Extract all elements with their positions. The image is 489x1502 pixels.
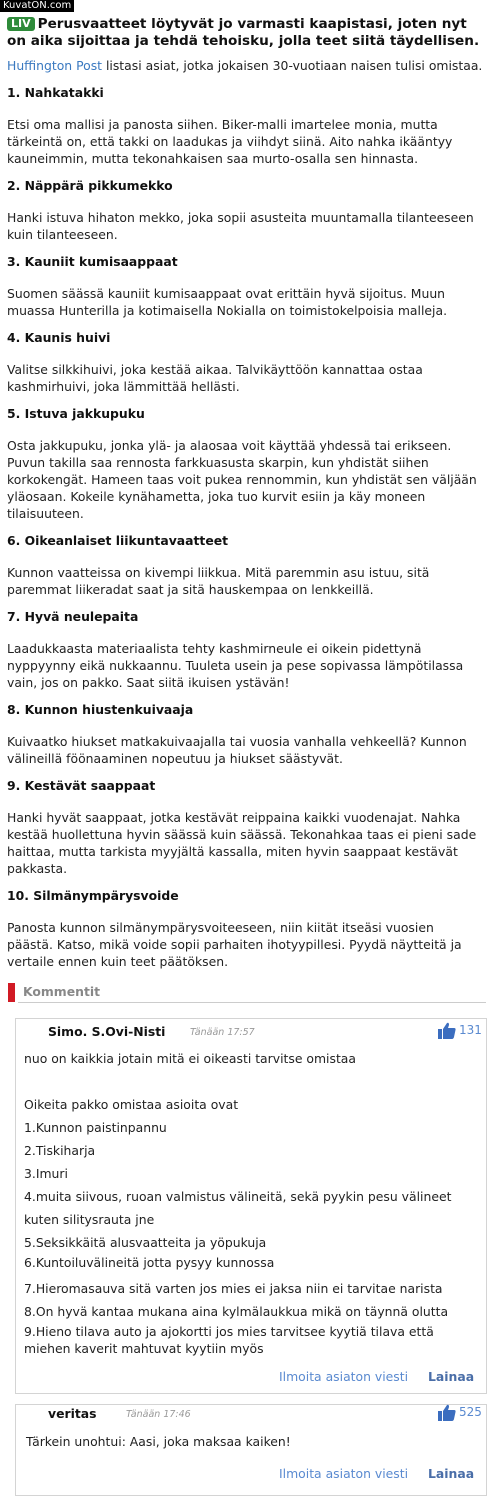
spacer: [7, 691, 483, 701]
comment-line: 6.Kuntoiluvälineitä jotta pysyy kunnossa: [24, 1255, 275, 1270]
item-text: Laadukkaasta materiaalista tehty kashmirneule ei oikein pidettynä nyppyynny eikä nukkaannu. Tuuleta usein ja pese sopivassa lämpötilassa vain, jos on pakko. Saat siitä ikuisen ystävän!: [7, 641, 464, 690]
spacer: [7, 395, 483, 405]
spacer: [7, 549, 483, 564]
spacer: [7, 270, 483, 285]
comment-line: Tärkein unohtui: Aasi, joka maksaa kaiken!: [26, 1434, 291, 1449]
item-heading: 2. Näppärä pikkumekko: [7, 178, 173, 193]
item-text: Hanki hyvät saappaat, jotka kestävät reippaina kaikki vuodenajat. Nahka kestää huollettuna hyvin säässä kuin säässä. Tekonahkaa taas ei pieni sade haittaa, mutta tarkista myyjältä kassalla, miten hyvin saappaat kestävät pakkasta.: [7, 810, 477, 876]
comment-line: 4.muita siivous, ruoan valmistus välineitä, sekä pyykin pesu välineet kuten silitysrauta jne: [24, 1189, 452, 1227]
like-count: 525: [459, 1405, 482, 1419]
report-link[interactable]: Ilmoita asiaton viesti: [279, 1369, 409, 1384]
watermark: KuvatON.com: [0, 0, 74, 12]
item-heading: 1. Nahkatakki: [7, 85, 104, 100]
comment-line: 9.Hieno tilava auto ja ajokortti jos mies tarvitsee kyytiä tilava että miehen kaverit mahtuvat kyytiin myös: [24, 1324, 434, 1356]
spacer: [7, 194, 483, 209]
spacer: [7, 243, 483, 253]
thumbs-up-icon[interactable]: [438, 1404, 456, 1421]
comment-line: 7.Hieromasauva sitä varten jos mies ei jaksa niin ei tarvitae narista: [24, 1281, 443, 1296]
item-text: Valitse silkkihuivi, joka kestää aikaa. Talvikäyttöön kannattaa ostaa kashmirhuivi, joka lämmittää hellästi.: [7, 362, 423, 394]
comment-line: 3.Imuri: [24, 1166, 68, 1181]
intro-paragraph: [7, 57, 483, 74]
comment-line: 5.Seksikkäitä alusvaatteita ja yöpukuja: [24, 1235, 267, 1250]
spacer: [7, 877, 483, 887]
comment-line: [24, 1070, 472, 1093]
comments-header-bar: [8, 983, 15, 1002]
spacer: [7, 598, 483, 608]
spacer: [7, 794, 483, 809]
item-heading: 10. Silmänympärysvoide: [7, 888, 179, 903]
spacer: [7, 718, 483, 733]
lead-text: Perusvaatteet löytyvät jo varmasti kaapistasi, joten nyt on aika sijoittaa ja tehdä tehoisku, jolla teet siitä täydellisen.: [7, 16, 480, 49]
item-text: Panosta kunnon silmänympärysvoiteeseen, niin kiität itseäsi vuosien päästä. Katso, mikä voide sopii parhaiten ihotyypillesi. Pyydä näytteitä ja vertaile ennen kuin teet päätöksen.: [7, 920, 462, 969]
thumbs-up-icon[interactable]: [438, 1022, 456, 1039]
comment-actions: [279, 1369, 474, 1384]
item-heading: 9. Kestävät saappaat: [7, 778, 156, 793]
comment: [15, 1018, 487, 1394]
comment-line: nuo on kaikkia jotain mitä ei oikeasti tarvitse omistaa: [24, 1051, 356, 1066]
item-text: Osta jakkupuku, jonka ylä- ja alaosaa voit käyttää yhdessä tai erikseen. Puvun takilla saa rennosta farkkuasusta skarpin, kun yhdistät siihen korkokengät. Hameen taas voit pukea rennommin, kun yhdistät sen väljään yläosaan. Kokeile kynähametta, joka tuo kurvit esiin ja käy moneen tilaisuuteen.: [7, 438, 477, 521]
article-items: [7, 74, 483, 970]
comment-time: Tänään 17:46: [126, 1409, 191, 1420]
spacer: [7, 904, 483, 919]
article: [7, 16, 483, 970]
intro-text: listasi asiat, jotka jokaisen 30-vuotiaan naisen tulisi omistaa.: [102, 58, 483, 73]
comments-header: [8, 982, 486, 1002]
spacer: [7, 319, 483, 329]
liv-badge: LIV: [7, 17, 35, 31]
comment-line: 8.On hyvä kantaa mukana aina kylmälaukkua mikä on täynnä olutta: [24, 1304, 449, 1319]
item-text: Kuivaatko hiukset matkakuivaajalla tai vuosia vanhalla vehkeellä? Kunnon välineillä föönaaminen nopeutuu ja hiukset säästyvät.: [7, 734, 467, 766]
comments-title: Kommentit: [23, 984, 101, 999]
item-heading: 3. Kauniit kumisaappaat: [7, 254, 178, 269]
spacer: [7, 522, 483, 532]
comment-body: [26, 1430, 474, 1453]
item-heading: 4. Kaunis huivi: [7, 330, 111, 345]
report-link[interactable]: Ilmoita asiaton viesti: [279, 1466, 409, 1481]
item-heading: 5. Istuva jakkupuku: [7, 406, 145, 421]
spacer: [7, 625, 483, 640]
item-heading: 7. Hyvä neulepaita: [7, 609, 139, 624]
comment-line: 2.Tiskiharja: [24, 1143, 96, 1158]
quote-button[interactable]: Lainaa: [428, 1369, 475, 1384]
article-lead: [7, 16, 483, 50]
comment-time: Tänään 17:57: [190, 1027, 255, 1038]
spacer: [7, 346, 483, 361]
huffington-post-link[interactable]: Huffington Post: [7, 58, 103, 73]
item-text: Hanki istuva hihaton mekko, joka sopii asusteita muuntamalla tilanteeseen kuin tilanteeseen.: [7, 210, 474, 242]
comment-author[interactable]: Simo. S.Ovi-Nisti: [48, 1024, 166, 1039]
spacer: [7, 101, 483, 116]
item-heading: 6. Oikeanlaiset liikuntavaatteet: [7, 533, 229, 548]
comment-line: Oikeita pakko omistaa asioita ovat: [24, 1097, 239, 1112]
item-text: Etsi oma mallisi ja panosta siihen. Biker-malli imartelee monia, mutta tärkeintä on, että takki on laadukas ja viihdyt siinä. Aito nahka ikääntyy kauneimmin, mutta tekonahkaisen saa murto-osalla sen hinnasta.: [7, 117, 453, 166]
spacer: [7, 167, 483, 177]
like-count: 131: [459, 1023, 482, 1037]
item-text: Kunnon vaatteissa on kivempi liikkua. Mitä paremmin asu istuu, sitä paremmat liikeradat saat ja sitä hauskempaa on lenkkeillä.: [7, 565, 430, 597]
item-heading: 8. Kunnon hiustenkuivaaja: [7, 702, 194, 717]
comment: [15, 1404, 487, 1496]
spacer: [7, 767, 483, 777]
comment-body: [24, 1047, 472, 1357]
spacer: [7, 74, 483, 84]
comment-author[interactable]: veritas: [48, 1406, 97, 1421]
comment-line: 1.Kunnon paistinpannu: [24, 1120, 167, 1135]
item-text: Suomen säässä kauniit kumisaappaat ovat erittäin hyvä sijoitus. Muun muassa Hunterilla ja kotimaisella Nokialla on toimistokelpoisia malleja.: [7, 286, 448, 318]
spacer: [7, 422, 483, 437]
comments-divider: [18, 1002, 486, 1003]
quote-button[interactable]: Lainaa: [428, 1466, 475, 1481]
comment-actions: [279, 1466, 474, 1481]
